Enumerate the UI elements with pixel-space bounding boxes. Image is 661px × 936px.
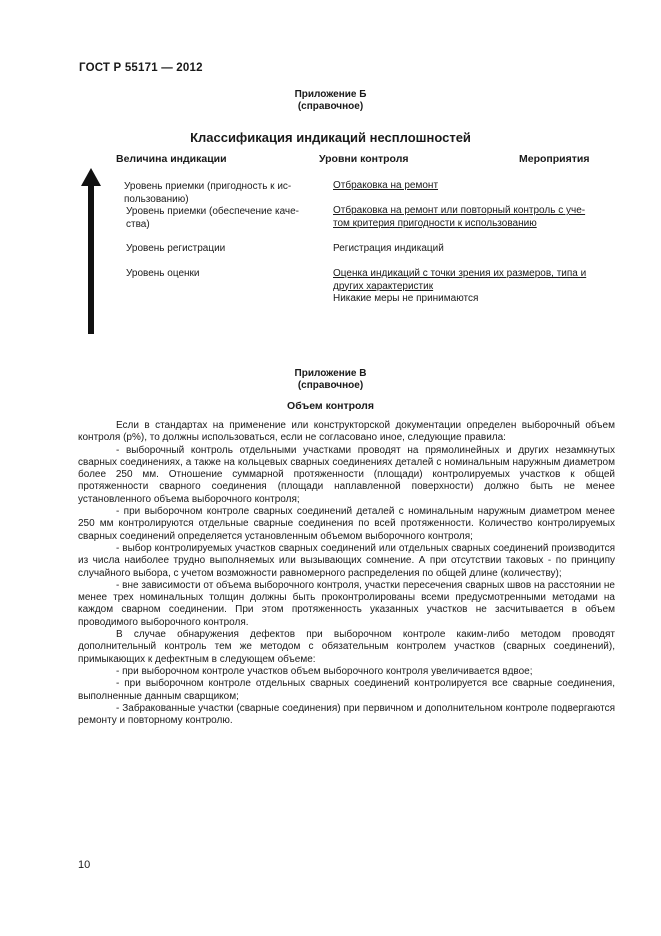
appendix-b-section-title: Классификация индикаций несплошностей <box>190 130 471 145</box>
control-level-registration: Уровень регистрации <box>126 243 226 254</box>
paragraph: - Забракованные участки (сварные соединения) при первичном и дополнительном контроле подвергаются ремонту и повторному контролю. <box>78 702 615 727</box>
appendix-b-subtitle: (справочное) <box>297 101 364 112</box>
action-repair-or-recheck: Отбраковка на ремонт или повторный контроль с уче- том критерия пригодности к использованию <box>333 205 586 229</box>
column-header-indication: Величина индикации <box>116 153 227 165</box>
paragraph: - выборочный контроль отдельными участками проводят на прямолинейных и других незамкнутых сварных соединениях, а также на кольцевых сварных соединениях деталей с номинальным наружным диаметром более 250 мм. Отношение суммарной протяженности (площади) контролируемых участков к общей протяженности сварного соединения (площади наплавленной поверхности) должно быть не менее установленного объема выборочного контроля; <box>78 444 615 505</box>
control-level-evaluation: Уровень оценки <box>126 268 200 279</box>
page-number: 10 <box>78 859 91 871</box>
appendix-v-subtitle: (справочное) <box>297 380 364 391</box>
control-level-acceptance-quality: Уровень приемки (обеспечение каче- ства) <box>126 206 300 230</box>
arrow-shaft <box>88 184 94 334</box>
action-register: Регистрация индикаций <box>333 243 444 254</box>
document-header: ГОСТ Р 55171 — 2012 <box>79 62 203 74</box>
paragraph: - при выборочном контроле отдельных сварных соединений контролируется все сварные соединения, выполненные данным сварщиком; <box>78 678 615 702</box>
appendix-b-title: Приложение Б <box>294 89 367 100</box>
column-header-actions: Мероприятия <box>519 153 590 165</box>
action-repair: Отбраковка на ремонт <box>333 180 439 191</box>
paragraph: - при выборочном контроле сварных соединений деталей с номинальным наружным диаметром менее 250 мм контролируются отдельные сварные соединения по всей протяженности. Количество контролируемых сварных соединений определяется установленным объемом выборочного контроля; <box>78 506 615 542</box>
paragraph: - вне зависимости от объема выборочного контроля, участки пересечения сварных швов на расстоянии не менее трех номинальных толщин должны быть проконтролированы всеми предусмотренными методами на каждом сварном соединении. При этом протяженность указанных участков не засчитывается в объем проводимого выборочного контроля. <box>78 579 615 628</box>
appendix-v-title: Приложение В <box>294 368 367 379</box>
paragraph: - при выборочном контроле участков объем выборочного контроля увеличивается вдвое; <box>116 665 533 677</box>
appendix-v-body <box>78 420 615 727</box>
appendix-v-section-title: Объем контроля <box>287 400 374 412</box>
paragraph: - выбор контролируемых участков сварных соединений или отдельных сварных соединений производится из числа наиболее трудно выполняемых или вызывающих сомнение. А при отсутствии таковых - по принципу случайного выбора, с учетом возможности равномерного распределения по общей длине (количеству); <box>78 542 615 579</box>
control-level-acceptance-usability: Уровень приемки (пригодность к ис- пользованию) <box>124 181 292 205</box>
paragraph: Если в стандартах на применение или конструкторской документации определен выборочный объем контроля (p%), то должны использоваться, если не согласовано иное, следующие правила: <box>78 420 615 444</box>
paragraph: В случае обнаружения дефектов при выборочном контроле каким-либо методом проводят дополнительный контроль тем же методом с обязательным контролем участков (сварных соединений), примыкающих к дефектным в следующем объеме: <box>78 629 615 665</box>
column-header-levels: Уровни контроля <box>319 153 409 165</box>
action-evaluate: Оценка индикаций с точки зрения их размеров, типа и других характеристик Никакие меры не принимаются <box>333 268 587 304</box>
